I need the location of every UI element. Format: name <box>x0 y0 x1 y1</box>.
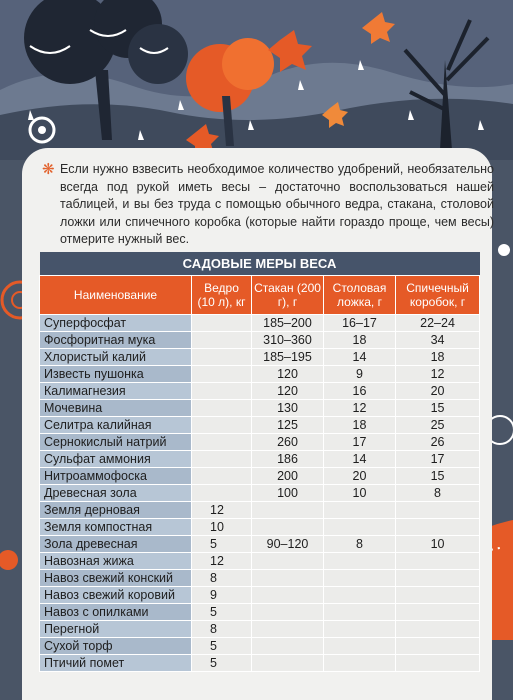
table-row <box>40 553 480 570</box>
value-cell: 5 <box>192 655 252 672</box>
value-cell <box>192 468 252 485</box>
value-cell: 120 <box>252 383 324 400</box>
table-row <box>40 434 480 451</box>
value-cell <box>324 604 396 621</box>
value-cell: 10 <box>192 519 252 536</box>
material-name-cell: Сухой торф <box>40 638 192 655</box>
column-header-bucket: Ведро (10 л), кг <box>192 276 252 315</box>
material-name-cell: Сульфат аммония <box>40 451 192 468</box>
garden-measures-table-container <box>39 252 479 672</box>
table-row <box>40 400 480 417</box>
table-row <box>40 315 480 332</box>
value-cell: 22–24 <box>396 315 480 332</box>
table-row <box>40 366 480 383</box>
value-cell: 18 <box>324 417 396 434</box>
value-cell: 185–200 <box>252 315 324 332</box>
value-cell <box>396 604 480 621</box>
value-cell: 8 <box>192 570 252 587</box>
material-name-cell: Навоз свежий коровий <box>40 587 192 604</box>
value-cell <box>324 502 396 519</box>
value-cell <box>252 638 324 655</box>
garden-measures-table <box>39 252 480 672</box>
value-cell: 14 <box>324 451 396 468</box>
value-cell <box>252 655 324 672</box>
value-cell <box>324 553 396 570</box>
value-cell <box>324 621 396 638</box>
value-cell <box>192 434 252 451</box>
material-name-cell: Перегной <box>40 621 192 638</box>
value-cell: 9 <box>192 587 252 604</box>
material-name-cell: Сернокислый натрий <box>40 434 192 451</box>
value-cell: 15 <box>396 400 480 417</box>
material-name-cell: Навозная жижа <box>40 553 192 570</box>
value-cell <box>192 451 252 468</box>
value-cell <box>192 366 252 383</box>
material-name-cell: Фосфоритная мука <box>40 332 192 349</box>
value-cell: 16 <box>324 383 396 400</box>
value-cell: 8 <box>324 536 396 553</box>
value-cell: 17 <box>324 434 396 451</box>
value-cell: 18 <box>396 349 480 366</box>
value-cell <box>324 587 396 604</box>
table-row <box>40 519 480 536</box>
value-cell: 18 <box>324 332 396 349</box>
table-row <box>40 468 480 485</box>
value-cell: 9 <box>324 366 396 383</box>
value-cell <box>192 400 252 417</box>
value-cell <box>396 519 480 536</box>
value-cell <box>252 519 324 536</box>
value-cell <box>324 519 396 536</box>
table-row <box>40 587 480 604</box>
value-cell <box>324 655 396 672</box>
table-title: САДОВЫЕ МЕРЫ ВЕСА <box>40 252 480 276</box>
value-cell: 12 <box>396 366 480 383</box>
material-name-cell: Селитра калийная <box>40 417 192 434</box>
value-cell: 16–17 <box>324 315 396 332</box>
value-cell: 310–360 <box>252 332 324 349</box>
value-cell <box>396 587 480 604</box>
table-row <box>40 332 480 349</box>
table-row <box>40 417 480 434</box>
column-header-tablespoon: Столовая ложка, г <box>324 276 396 315</box>
column-header-glass: Стакан (200 г), г <box>252 276 324 315</box>
value-cell: 20 <box>396 383 480 400</box>
value-cell <box>396 502 480 519</box>
value-cell: 8 <box>396 485 480 502</box>
table-row <box>40 349 480 366</box>
table-row <box>40 638 480 655</box>
value-cell <box>252 587 324 604</box>
material-name-cell: Навоз с опилками <box>40 604 192 621</box>
value-cell: 12 <box>324 400 396 417</box>
material-name-cell: Земля дерновая <box>40 502 192 519</box>
intro-text: Если нужно взвесить необходимое количество удобрений, необязательно всегда под рукой иметь весы – достаточно воспользоваться нашей таблицей, и вы без труда с помощью обычного ведра, стакана, столовой ложки или спичечного коробка (которые найти гораздо проще, чем весы) отмерите нужный вес. <box>60 162 494 246</box>
value-cell: 120 <box>252 366 324 383</box>
value-cell <box>192 315 252 332</box>
value-cell: 260 <box>252 434 324 451</box>
table-row <box>40 570 480 587</box>
value-cell: 26 <box>396 434 480 451</box>
value-cell: 10 <box>396 536 480 553</box>
table-row <box>40 604 480 621</box>
table-row <box>40 502 480 519</box>
value-cell: 125 <box>252 417 324 434</box>
value-cell <box>396 621 480 638</box>
value-cell: 15 <box>396 468 480 485</box>
material-name-cell: Древесная зола <box>40 485 192 502</box>
column-header-name: Наименование <box>40 276 192 315</box>
value-cell: 25 <box>396 417 480 434</box>
value-cell <box>396 570 480 587</box>
value-cell: 12 <box>192 502 252 519</box>
value-cell <box>252 570 324 587</box>
value-cell: 200 <box>252 468 324 485</box>
value-cell <box>192 332 252 349</box>
value-cell <box>192 417 252 434</box>
material-name-cell: Мочевина <box>40 400 192 417</box>
value-cell: 5 <box>192 604 252 621</box>
value-cell <box>396 638 480 655</box>
column-header-matchbox: Спичечный коробок, г <box>396 276 480 315</box>
value-cell: 186 <box>252 451 324 468</box>
value-cell: 14 <box>324 349 396 366</box>
value-cell: 185–195 <box>252 349 324 366</box>
material-name-cell: Зола древесная <box>40 536 192 553</box>
material-name-cell: Земля компостная <box>40 519 192 536</box>
value-cell <box>252 502 324 519</box>
value-cell: 12 <box>192 553 252 570</box>
value-cell: 5 <box>192 536 252 553</box>
value-cell <box>324 638 396 655</box>
value-cell: 17 <box>396 451 480 468</box>
material-name-cell: Птичий помет <box>40 655 192 672</box>
material-name-cell: Хлористый калий <box>40 349 192 366</box>
value-cell <box>396 553 480 570</box>
value-cell: 34 <box>396 332 480 349</box>
value-cell <box>252 621 324 638</box>
value-cell <box>324 570 396 587</box>
value-cell <box>252 553 324 570</box>
value-cell: 100 <box>252 485 324 502</box>
value-cell: 90–120 <box>252 536 324 553</box>
value-cell: 130 <box>252 400 324 417</box>
value-cell <box>192 485 252 502</box>
value-cell: 10 <box>324 485 396 502</box>
table-row <box>40 451 480 468</box>
table-row <box>40 621 480 638</box>
value-cell <box>396 655 480 672</box>
bullet-icon: ❋ <box>42 161 55 178</box>
value-cell <box>192 349 252 366</box>
value-cell <box>192 383 252 400</box>
table-row <box>40 655 480 672</box>
material-name-cell: Нитроаммофоска <box>40 468 192 485</box>
material-name-cell: Известь пушонка <box>40 366 192 383</box>
material-name-cell: Суперфосфат <box>40 315 192 332</box>
table-row <box>40 485 480 502</box>
intro-paragraph <box>42 161 494 249</box>
value-cell <box>252 604 324 621</box>
table-row <box>40 536 480 553</box>
value-cell: 8 <box>192 621 252 638</box>
table-row <box>40 383 480 400</box>
value-cell: 20 <box>324 468 396 485</box>
material-name-cell: Навоз свежий конский <box>40 570 192 587</box>
material-name-cell: Калимагнезия <box>40 383 192 400</box>
value-cell: 5 <box>192 638 252 655</box>
